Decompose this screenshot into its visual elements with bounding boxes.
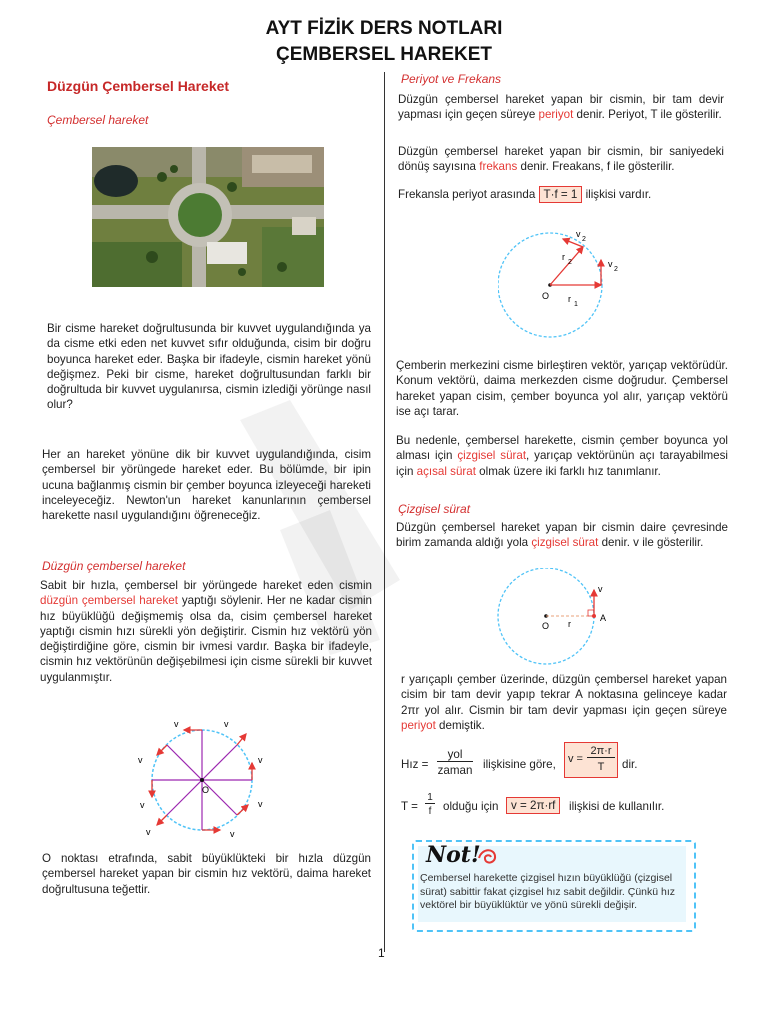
term-uniform-circular-motion: düzgün çembersel hareket: [40, 594, 178, 608]
period-frequency-relation: Frekansla periyot arasında T·f = 1 ilişkisi vardır.: [398, 188, 652, 201]
velocity-label: v: [230, 829, 235, 839]
paragraph-intro: Bir cisme hareket doğrultusunda bir kuvvet uygulandığında ya da cisme etki eden net kuvvet sıfır olduğunda, cisim bir doğru boyunca hareket eder. Başka bir ifadeyle, cismin hareket yönü değişmez. Peki bir cisme, hareket doğrultusundan farklı bir doğrultuda bir kuvvet uygulanırsa, cismin izlediği yörünge nasıl olur?: [47, 322, 371, 412]
svg-text:1: 1: [574, 301, 578, 308]
term-period-again: periyot: [401, 718, 436, 732]
velocity-label: v: [174, 719, 179, 729]
svg-text:2: 2: [568, 259, 572, 266]
center-label: O: [542, 291, 550, 301]
paragraph-two-speeds: Bu nedenle, çembersel harekette, cismin çember boyunca yol alması için çizgisel sürat, yarıçap vektörünün açı tarayabilmesi için açısal sürat olmak üzere iki farklı hız tanımlanır.: [396, 434, 728, 478]
velocity-label: v: [598, 584, 603, 594]
column-divider: [384, 72, 385, 952]
center-label: O: [542, 621, 550, 631]
r1-label: r: [568, 294, 571, 304]
velocity-label: v: [258, 799, 263, 809]
radius-vector-r2: [550, 247, 583, 285]
document-subtitle: ÇEMBERSEL HAREKET: [275, 44, 493, 65]
paragraph-uniform-motion: Sabit bir hızla, çembersel bir yörüngede hareket eden cismin düzgün çembersel hareket yaptığı söylenir. Her ne kadar cismin hız büyüklüğü değişmemiş olsa da, cisim çembersel hareket yaptığı cismin hızı sürekli yön değiştirir. Cismin hız vektörü yön değiştirdiğine göre, cismin bir ivmesi vardır. Başka bir ifadeyle, cismin hız vektörünün değişebilmesi için cisme sürekli bir kuvvet uygulanmıştır.: [40, 579, 372, 684]
paragraph-radius-vector: Çemberin merkezini cisme birleştiren vektör, yarıçap vektörüdür. Konum vektörü, daima merkezden cisme doğrudur. Çembersel hareket yapan cisim, çember boyunca yol alır, yarıçap vektörü ise açı tarar.: [396, 359, 728, 418]
velocity-label: v: [258, 755, 263, 765]
formula-tf-box: T·f = 1: [539, 186, 583, 203]
point-a-label: A: [600, 613, 607, 623]
document-title: AYT FİZİK DERS NOTLARI: [265, 18, 503, 39]
paragraph-period: Düzgün çembersel hareket yapan bir cismin, bir tam devir yapması için geçen süreye periyot denir. Periyot, T ile gösterilir.: [398, 93, 724, 122]
v2-label: v: [576, 229, 581, 239]
svg-text:2: 2: [614, 266, 618, 273]
paragraph-linear-speed: Düzgün çembersel hareket yapan bir cismin daire çevresinde birim zamanda aldığı yola çizgisel sürat denir. v ile gösterilir.: [396, 521, 728, 550]
paragraph-frequency: Düzgün çembersel hareket yapan bir cismin, bir saniyedeki dönüş sayısına frekans denir. Freakans, f ile gösterilir.: [398, 145, 724, 174]
v2b-label: v: [608, 259, 613, 269]
note-title: Not!: [426, 842, 481, 868]
term-period: periyot: [538, 108, 574, 122]
r2-label: r: [562, 252, 565, 262]
subheading-linear-speed: Çizgisel sürat: [398, 502, 471, 516]
center-label: O: [202, 785, 210, 795]
paragraph-full-revolution: r yarıçaplı çember üzerinde, düzgün çembersel hareket yapan cisim bir tam devir yapıp tekrar A noktasına gelinceye kadar 2πr yol alır. Cismin bir tam devir yapması için geçen süreye periyot demiştik.: [401, 673, 727, 732]
term-linear-speed: çizgisel sürat: [457, 449, 527, 463]
subheading-period-frequency: Periyot ve Frekans: [401, 72, 502, 86]
velocity-label: v: [146, 827, 151, 837]
note-text: Çembersel harekette çizgisel hızın büyüklüğü (çizgisel sürat) sabittir fakat çizgisel hız sabit değildir. Çünkü hız vektörel bir büyüklüktür ve yönü sürekli değişir.: [420, 872, 676, 911]
note-swirl-icon: [476, 846, 500, 868]
subheading-circular-motion: Çembersel hareket: [47, 113, 149, 127]
velocity-vectors-figure: [130, 715, 280, 850]
term-angular-speed: açısal sürat: [416, 464, 476, 478]
velocity-label: v: [138, 755, 143, 765]
term-frequency: frekans: [479, 160, 518, 174]
paragraph-perpendicular-force: Her an hareket yönüne dik bir kuvvet uygulandığında, cisim çembersel bir yörüngede hareket eder. Bu bölümde, bir ipin ucuna bağlanmış cismin bir çember boyunca izleyeceği hareketi inceleyeceğiz. Newton'un hareket kanunlarının çembersel harekette nasıl uygulandığını öğreneceğiz.: [42, 448, 371, 523]
radius-label: r: [568, 619, 571, 629]
center-point: [200, 778, 204, 782]
subheading-uniform-circular-motion: Düzgün çembersel hareket: [42, 559, 186, 573]
velocity-label: v: [224, 719, 229, 729]
document-page: AYT FİZİK DERS NOTLARI ÇEMBERSEL HAREKET Düzgün Çembersel Hareket Çembersel hareket Bir cisme hareket doğrultusunda bir kuvvet uygulandığında ya da cisme etki eden net kuvvet sıfır olduğunda, cisim bir doğru boyunca hareket eder. Başka bir ifadeyle, cismin hareket yönü değişmez. Peki bir cisme, hareket doğrultusundan farklı bir doğrultuda bir kuvvet uygulanırsa, cismin izlediği yörünge nasıl olur? Her an hareket yönüne dik bir kuvvet uygulandığında, cisim çembersel bir yörüngede hareket eder. Bu bölümde, bir ipin ucuna bağlanmış cismin bir çember boyunca izleyeceği hareketi inceleyeceğiz. Newton'un hareket kanunlarının çembersel harekette nasıl uygulandığını öğreneceğiz. Düzgün çembersel hareket Sabit bir hızla, çembersel bir yörüngede hareket eden cismin düzgün çembersel hareket yaptığı söylenir. Her ne kadar cismin hız büyüklüğü değişmemiş olsa da, cisim çembersel hareket yaptığı cismin hızı sürekli yön değiştirir. Cismin hız vektörü yön değiştirdiğine göre, cismin bir ivmesi vardır. Başka bir ifadeyle, cismin hız vektörünün değişebilmesi için cisme sürekli bir kuvvet uygulanmıştır. O v v v v v v v v O noktası etrafında, sabit büyüklükteki bir hızla düzgün çembersel hareket yapan bir cismin hız vektörü, daima hareket doğrultusuna teğettir. Periyot ve Frekans Düzgün çembersel hareket yapan bir cismin, bir tam devir yapması için geçen süreye periyot denir. Periyot, T ile gösterilir. Düzgün çembersel hareket yapan bir cismin, bir saniyedeki dönüş sayısına frekans denir. Freakans, f ile gösterilir. Frekansla periyot arasında T·f = 1 ilişkisi vardır. O r 1 r 2 v 2 v 2 Çemberin merkezini cisme birleştiren vektör, yarıçap vektörüdür. Konum vektörü, daima merkezden cisme doğrudur. Çembersel hareket yapan cisim, çember boyunca yol alır, yarıçap vektörü ise açı tarar. Bu nedenle, çembersel harekette, cismin çember boyunca yol alması için çizgisel sürat, yarıçap vektörünün açı tarayabilmesi için açısal sürat olmak üzere iki farklı hız tanımlanır. Çizgisel sürat Düzgün çembersel hareket yapan bir cismin daire çevresinde birim zamanda aldığı yola çizgisel sürat denir. v ile gösterilir. O r A v r yarıçaplı çember üzerinde, düzgün çembersel hareket yapan cisim bir tam devir yapıp tekrar A noktasına gelinceye kadar 2πr yol alır. Cismin bir tam devir yapması için geçen süreye periyot demiştik. Hız = yol zaman ilişkisine göre, v = 2π·r T dir. T = 1 f olduğu için v = 2π·rf ilişkisi de kullanılır. Not! Çembersel harekette çizgisel hızın büyüklüğü (çizgisel sürat) sabittir fakat çizgisel hız sabit değildir. Çünkü hız vektörel bir büyüklüktür ve yönü sürekli değişir. 1: [0, 0, 768, 1024]
roundabout-photo: [92, 147, 324, 287]
term-linear-speed-def: çizgisel sürat: [531, 536, 599, 550]
velocity-label: v: [140, 800, 145, 810]
formula-v-2prf-box: v = 2π·rf: [506, 797, 560, 814]
linear-speed-figure: [490, 568, 630, 668]
frequency-formula-row: T = 1 f olduğu için v = 2π·rf ilişkisi de kullanılır.: [401, 792, 665, 817]
svg-text:2: 2: [582, 236, 586, 243]
radius-vector-figure: [498, 222, 638, 342]
paragraph-tangent-velocity: O noktası etrafında, sabit büyüklükteki bir hızla düzgün çembersel hareket yapan bir cismin hız vektörü, daima hareket doğrultusuna teğettir.: [42, 852, 371, 896]
section-title: Düzgün Çembersel Hareket: [47, 78, 230, 94]
formula-end: dir.: [622, 758, 638, 771]
page-number: 1: [378, 946, 385, 960]
formula-v-box: v = 2π·r T: [564, 742, 618, 778]
